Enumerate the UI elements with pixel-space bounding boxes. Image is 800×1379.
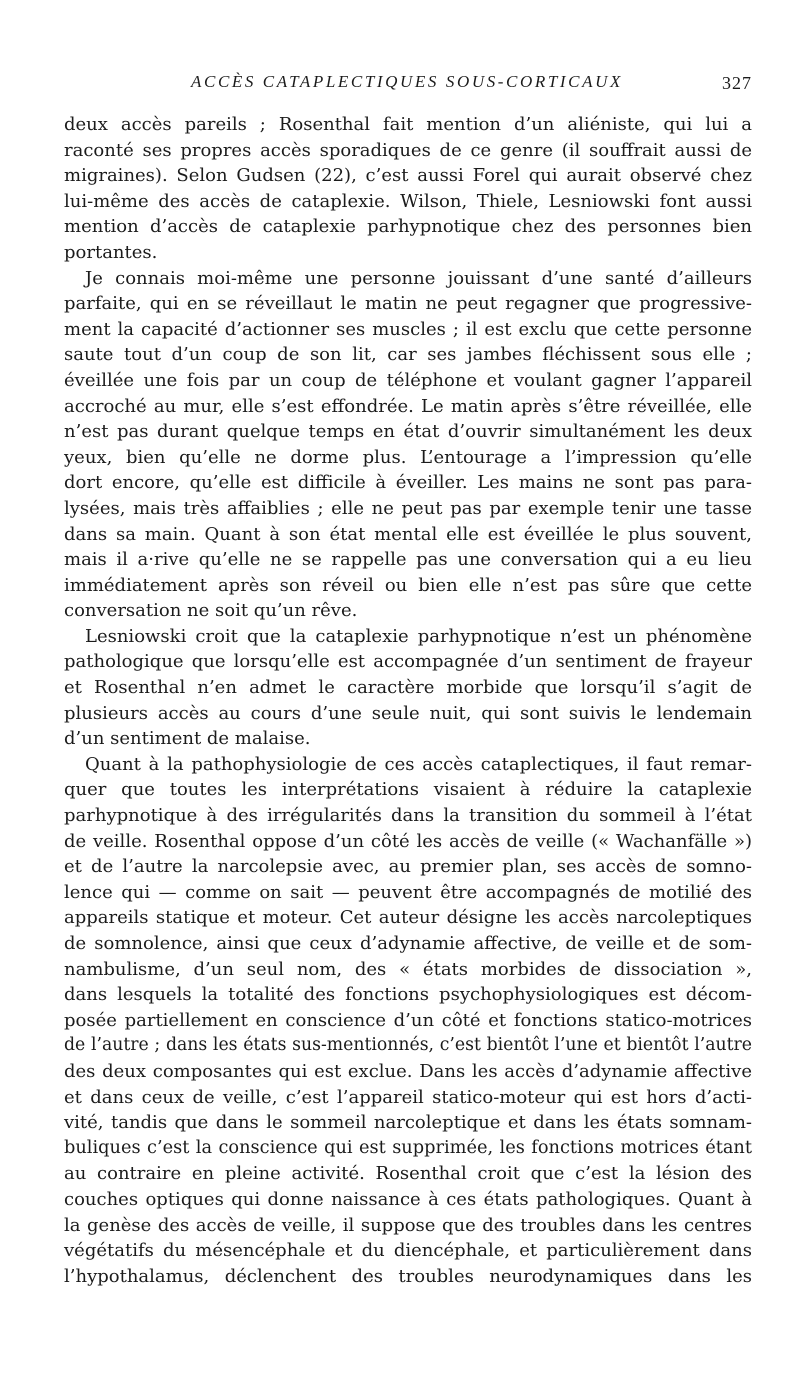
text-line: des deux composantes qui est exclue. Dans les accès d’adynamie affective xyxy=(64,1060,752,1082)
running-title: ACCÈS CATAPLECTIQUES SOUS-CORTICAUX xyxy=(191,72,623,91)
text-line: la genèse des accès de veille, il suppose que des troubles dans les centres xyxy=(64,1214,752,1236)
text-line: mais il a·rive qu’elle ne se rappelle pas une conversation qui a eu lieu xyxy=(64,549,752,571)
text-line: et dans ceux de veille, c’est l’appareil statico-moteur qui est hors d’acti- xyxy=(64,1086,752,1108)
text-line: de veille. Rosenthal oppose d’un côté les accès de veille (« Wachanfälle ») xyxy=(64,830,752,852)
page-number: 327 xyxy=(722,73,752,93)
text-line: au contraire en pleine activité. Rosenthal croit que c’est la lésion des xyxy=(64,1163,752,1185)
text-line: immédiatement après son réveil ou bien elle n’est pas sûre que cette xyxy=(64,574,752,596)
text-line: végétatifs du mésencéphale et du diencéphale, et particulièrement dans xyxy=(64,1240,752,1262)
text-line: l’hypothalamus, déclenchent des troubles neurodynamiques dans les xyxy=(64,1265,752,1287)
text-line: parfaite, qui en se réveillaut le matin ne peut regagner que progressive- xyxy=(64,293,752,315)
text-line: dans lesquels la totalité des fonctions psychophysiologiques est décom- xyxy=(64,984,752,1006)
text-line: lence qui — comme on sait — peuvent être accompagnés de motilié des xyxy=(64,881,752,903)
body-text xyxy=(64,112,752,1289)
text-line: lysées, mais très affaiblies ; elle ne peut pas par exemple tenir une tasse xyxy=(64,497,752,519)
text-line: n’est pas durant quelque temps en état d’ouvrir simultanément les deux xyxy=(64,421,752,443)
text-line: Lesniowski croit que la cataplexie parhypnotique n’est un phénomène xyxy=(85,625,752,647)
text-line: d’un sentiment de malaise. xyxy=(64,728,311,750)
text-line: plusieurs accès au cours d’une seule nuit, qui sont suivis le lendemain xyxy=(64,702,752,724)
text-line: lui-même des accès de cataplexie. Wilson, Thiele, Lesniowski font aussi xyxy=(64,190,752,212)
text-line: migraines). Selon Gudsen (22), c’est aussi Forel qui aurait observé chez xyxy=(64,165,752,187)
text-line: et Rosenthal n’en admet le caractère morbide que lorsqu’il s’agit de xyxy=(64,677,752,699)
text-line: raconté ses propres accès sporadiques de ce genre (il souffrait aussi de xyxy=(64,139,752,161)
text-line: posée partiellement en conscience d’un côté et fonctions statico-motrices xyxy=(64,1009,752,1031)
text-line: mention d’accès de cataplexie parhypnotique chez des personnes bien xyxy=(64,216,752,238)
text-line: et de l’autre la narcolepsie avec, au premier plan, ses accès de somno- xyxy=(64,856,752,878)
text-line: Quant à la pathophysiologie de ces accès cataplectiques, il faut remar- xyxy=(85,753,752,775)
text-line: portantes. xyxy=(64,241,158,263)
text-line: de somnolence, ainsi que ceux d’adynamie affective, de veille et de som- xyxy=(64,933,752,954)
text-line: pathologique que lorsqu’elle est accompagnée d’un sentiment de frayeur xyxy=(64,651,752,673)
text-line: quer que toutes les interprétations visaient à réduire la cataplexie xyxy=(64,779,752,801)
running-head xyxy=(62,72,752,104)
text-line: couches optiques qui donne naissance à ces états pathologiques. Quant à xyxy=(64,1188,752,1210)
text-line: nambulisme, d’un seul nom, des « états morbides de dissociation », xyxy=(64,958,752,980)
text-line: yeux, bien qu’elle ne dorme plus. L’entourage a l’impression qu’elle xyxy=(64,446,752,468)
text-line: conversation ne soit qu’un rêve. xyxy=(64,600,358,622)
text-line: accroché au mur, elle s’est effondrée. Le matin après s’être réveillée, elle xyxy=(64,395,752,417)
text-line: dans sa main. Quant à son état mental elle est éveillée le plus souvent, xyxy=(64,523,752,545)
text-line: dort encore, qu’elle est difficile à éveiller. Les mains ne sont pas para- xyxy=(64,472,752,494)
text-line: appareils statique et moteur. Cet auteur désigne les accès narcoleptiques xyxy=(64,907,752,929)
text-line: deux accès pareils ; Rosenthal fait mention d’un aliéniste, qui lui a xyxy=(64,114,752,135)
text-line: buliques c’est la conscience qui est supprimée, les fonctions motrices étant xyxy=(64,1137,752,1158)
text-line: éveillée une fois par un coup de téléphone et voulant gagner l’appareil xyxy=(64,369,752,391)
text-line: saute tout d’un coup de son lit, car ses jambes fléchissent sous elle ; xyxy=(64,344,752,366)
text-line: ment la capacité d’actionner ses muscles ; il est exclu que cette personne xyxy=(64,318,752,340)
text-line: Je connais moi-même une personne jouissant d’une santé d’ailleurs xyxy=(85,267,752,289)
text-line: vité, tandis que dans le sommeil narcoleptique et dans les états somnam- xyxy=(64,1112,752,1134)
text-line: parhypnotique à des irrégularités dans la transition du sommeil à l’état xyxy=(64,805,752,827)
text-line: de l’autre ; dans les états sus-mentionnés, c’est bientôt l’une et bientôt l’autre xyxy=(64,1035,752,1056)
